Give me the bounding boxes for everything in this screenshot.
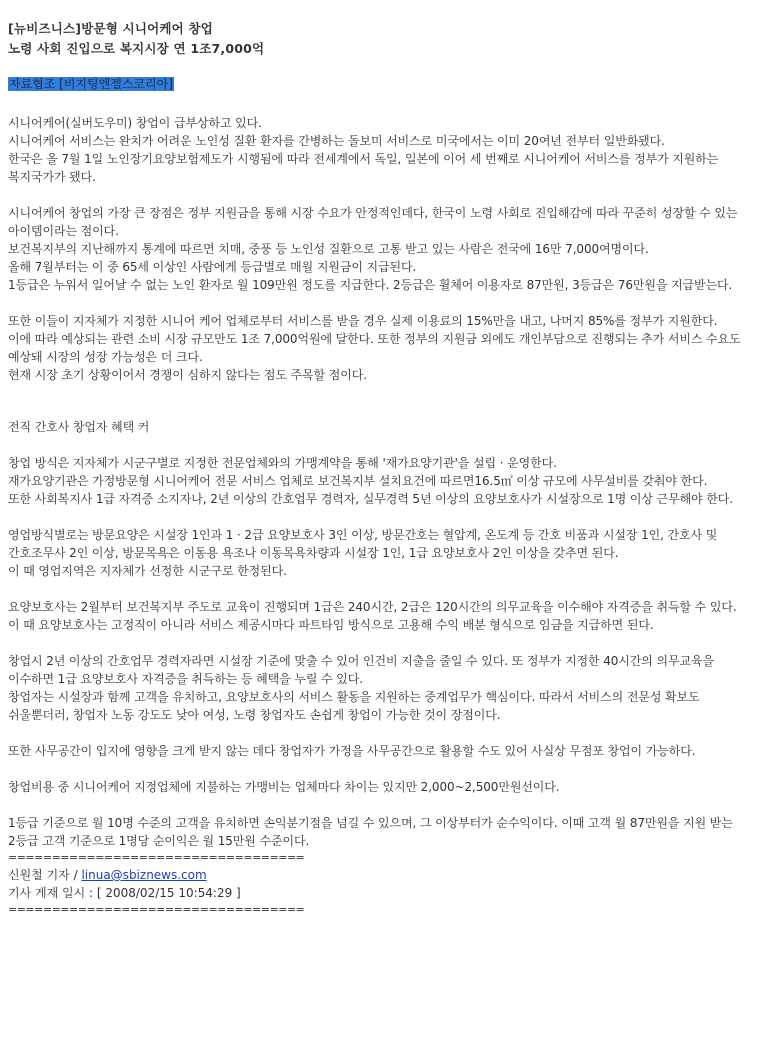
section-2 [8, 204, 750, 294]
paragraph: 1등급은 누워서 일어날 수 없는 노인 환자로 월 109만원 정도를 지급한다. 2등급은 휠체어 이용자로 87만원, 3등급은 76만원을 지급받는다. [8, 278, 733, 292]
paragraph: 또한 이들이 지자체가 지정한 시니어 케어 업체로부터 서비스를 받을 경우 실제 이용료의 15%만을 내고, 나머지 85%를 정부가 지원한다. [8, 314, 718, 328]
reporter-byline [8, 866, 750, 884]
section-4 [8, 454, 750, 508]
paragraph: 시니어케어(실버도우미) 창업이 급부상하고 있다. [8, 116, 262, 130]
paragraph: 시니어케어 서비스는 완치가 어려운 노인성 질환 환자를 간병하는 돌보미 서비스로 미국에서는 이미 20여년 전부터 일반화됐다. [8, 134, 665, 148]
section-10 [8, 814, 750, 850]
paragraph: 창업비용 중 시니어케어 지정업체에 지불하는 가맹비는 업체마다 차이는 있지만 2,000~2,500만원선이다. [8, 780, 560, 794]
section-5 [8, 526, 750, 580]
paragraph: 한국은 올 7월 1일 노인장기요양보험제도가 시행됨에 따라 전세계에서 독일, 일본에 이어 세 번째로 시니어케어 서비스를 정부가 지원하는 복지국가가 됐다. [8, 152, 719, 184]
publish-date: 기사 게재 일시 : [ 2008/02/15 10:54:29 ] [8, 886, 241, 900]
reporter-label: 신원철 기자 / [8, 868, 82, 882]
paragraph: 또한 사회복지사 1급 자격증 소지자나, 2년 이상의 간호업무 경력자, 실무경력 5년 이상의 요양보호사가 시설장으로 1명 이상 근무해야 한다. [8, 492, 734, 506]
paragraph: 이 때 영업지역은 지자체가 선정한 시군구로 한정된다. [8, 564, 287, 578]
article-title-line-1: [뉴비즈니스]방문형 시니어케어 창업 [8, 21, 214, 36]
separator-line: ================================== [8, 903, 305, 916]
paragraph: 올해 7월부터는 이 중 65세 이상인 사람에게 등급별로 매월 지원금이 지급된다. [8, 260, 417, 274]
paragraph: 1등급 기준으로 월 10명 수준의 고객을 유치하면 손익분기점을 넘길 수 있으며, 그 이상부터가 순수익이다. 이때 고객 월 87만원을 지원 받는 2등급 고객 기준으로 1명당 순이익은 월 15만원 수준이다. [8, 816, 733, 848]
paragraph: 영업방식별로는 방문요양은 시설장 1인과 1 · 2급 요양보호사 3인 이상, 방문간호는 혈압계, 온도계 등 간호 비품과 시설장 1인, 간호사 및 간호조무사 2인 이상, 방문목욕은 이동용 욕조나 이동목욕차량과 시설장 1인, 1급 요양보호사 2인 이상을 갖추면 된다. [8, 528, 718, 560]
section-1 [8, 114, 750, 186]
section-6 [8, 598, 750, 634]
credit-highlight: 자료협조 [비지팅엔젤스코리아] [9, 77, 173, 91]
section-9 [8, 778, 750, 796]
paragraph: 이 때 요양보호사는 고정직이 아니라 서비스 제공시마다 파트타임 방식으로 고용해 수익 배분 형식으로 임금을 지급하면 된다. [8, 618, 654, 632]
credit-line [8, 75, 750, 93]
subheading: 전직 간호사 창업자 혜택 커 [8, 420, 150, 434]
section-7 [8, 652, 750, 724]
paragraph: 창업자는 시설장과 함께 고객을 유치하고, 요양보호사의 서비스 활동을 지원하는 중계업무가 핵심이다. 따라서 서비스의 전문성 확보도 쉬울뿐더러, 창업자 노동 강도도 낮아 여성, 노령 창업자도 손쉽게 창업이 가능한 것이 장점이다. [8, 690, 700, 722]
separator-line: ================================== [8, 851, 305, 864]
article-title-line-2: 노령 사회 진입으로 복지시장 연 1조7,000억 [8, 41, 265, 56]
section-3 [8, 312, 750, 384]
paragraph: 창업 방식은 지자체가 시군구별로 지정한 전문업체와의 가맹계약을 통해 '재가요양기관'을 설립 · 운영한다. [8, 456, 557, 470]
paragraph: 보건복지부의 지난해까지 통계에 따르면 치매, 중풍 등 노인성 질환으로 고통 받고 있는 사람은 전국에 16만 7,000여명이다. [8, 242, 649, 256]
paragraph: 시니어케어 창업의 가장 큰 장점은 정부 지원금을 통해 시장 수요가 안정적인데다, 한국이 노령 사회로 진입해감에 따라 꾸준히 성장할 수 있는 아이템이라는 점이다. [8, 206, 738, 238]
paragraph: 요양보호사는 2월부터 보건복지부 주도로 교육이 진행되며 1급은 240시간, 2급은 120시간의 의무교육을 이수해야 자격증을 취득할 수 있다. [8, 600, 737, 614]
paragraph: 창업시 2년 이상의 간호업무 경력자라면 시설장 기준에 맞출 수 있어 인건비 지출을 줄일 수 있다. 또 정부가 지정한 40시간의 의무교육을 이수하면 1급 요양보호사 자격증을 취득하는 등 혜택을 누릴 수 있다. [8, 654, 714, 686]
paragraph: 이에 따라 예상되는 관련 소비 시장 규모만도 1조 7,000억원에 달한다. 또한 정부의 지원금 외에도 개인부담으로 진행되는 추가 서비스 수요도 예상돼 시장의 성장 가능성은 더 크다. [8, 332, 741, 364]
section-8 [8, 742, 750, 760]
reporter-email-link[interactable]: linua@sbiznews.com [81, 868, 207, 882]
paragraph: 재가요양기관은 가정방문형 시니어케어 전문 서비스 업체로 보건복지부 설치요건에 따르면16.5㎡ 이상 규모에 사무설비를 갖춰야 한다. [8, 474, 708, 488]
paragraph: 현재 시장 초기 상황이어서 경쟁이 심하지 않다는 점도 주목할 점이다. [8, 368, 367, 382]
paragraph: 또한 사무공간이 입지에 영향을 크게 받지 않는 데다 창업자가 가정을 사무공간으로 활용할 수도 있어 사실상 무점포 창업이 가능하다. [8, 744, 696, 758]
